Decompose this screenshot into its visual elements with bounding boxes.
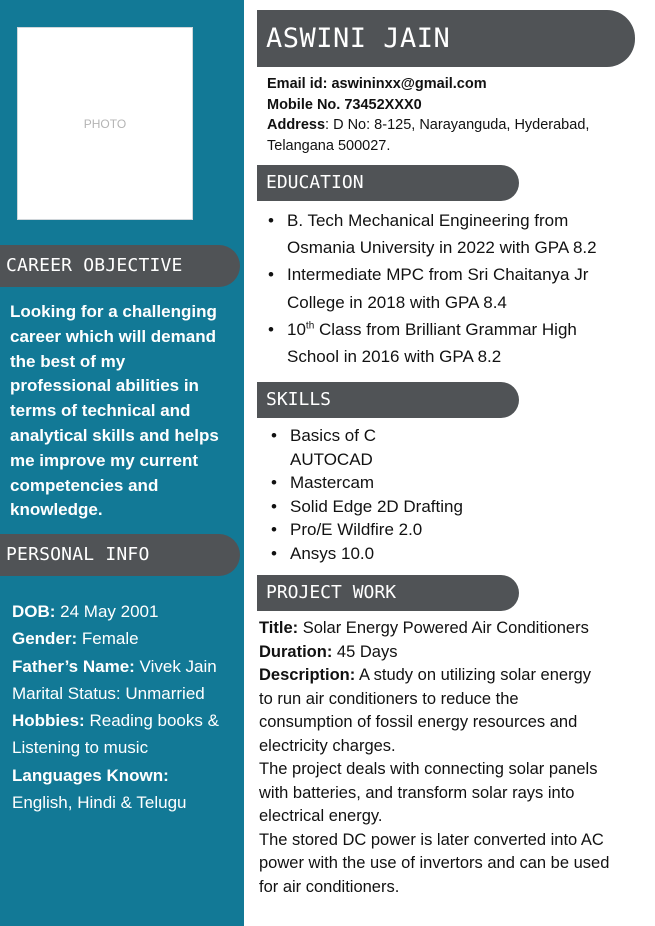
education-item — [267, 207, 639, 261]
address-value: : D No: 8-125, Narayanguda, Hyderabad, — [325, 117, 590, 133]
languages-row — [12, 762, 242, 789]
marital-status: Marital Status: Unmarried — [12, 683, 205, 703]
father-label: Father’s Name: — [12, 656, 135, 676]
father-value: Vivek Jain — [134, 656, 217, 676]
education-item — [267, 261, 639, 315]
project-description-line: with batteries, and transform solar rays into — [259, 783, 575, 802]
education-line: College in 2018 with GPA 8.4 — [287, 292, 507, 312]
project-duration-label: Duration: — [259, 642, 333, 661]
education-item — [267, 316, 639, 370]
career-objective-heading: CAREER OBJECTIVE — [0, 245, 240, 287]
dob-row — [12, 598, 242, 625]
career-objective-text — [10, 300, 232, 523]
education-line — [287, 316, 639, 343]
photo-placeholder — [17, 27, 193, 220]
objective-line: career which will demand — [10, 326, 216, 346]
education-class-suffix: th — [305, 320, 315, 332]
mobile-line: Mobile No. 73452XXX0 — [267, 96, 422, 113]
contact-block — [267, 74, 637, 156]
address-label: Address — [267, 117, 326, 133]
project-heading: PROJECT WORK — [257, 575, 519, 611]
project-description-line: electricity charges. — [259, 736, 396, 755]
project-description-line: A study on utilizing solar energy — [355, 666, 591, 684]
personal-info-heading: PERSONAL INFO — [0, 534, 240, 576]
education-heading: EDUCATION — [257, 165, 519, 201]
education-line: • Intermediate MPC from Sri Chaitanya Jr — [287, 265, 589, 285]
project-description-line: The stored DC power is later converted into AC — [259, 830, 604, 849]
address-row — [267, 115, 637, 136]
skills-list — [270, 424, 630, 566]
languages-label: Languages Known: — [12, 765, 169, 785]
education-class-number: 10 — [287, 319, 306, 339]
project-description-line: for air conditioners. — [259, 877, 400, 896]
skill-item: AUTOCAD — [290, 449, 373, 469]
objective-line: analytical skills and helps — [10, 425, 219, 445]
objective-line: competencies and — [10, 475, 159, 495]
project-duration-value: 45 Days — [332, 642, 398, 661]
project-description-line: electrical energy. — [259, 807, 383, 825]
personal-info — [12, 598, 242, 816]
address-value-cont: Telangana 500027. — [267, 137, 391, 154]
objective-line: knowledge. — [10, 500, 103, 520]
name-banner: ASWINI JAIN — [257, 10, 635, 67]
project-description-line: The project deals with connecting solar panels — [259, 760, 598, 778]
skill-item: • Ansys 10.0 — [270, 542, 630, 566]
skill-item: • Mastercam — [270, 471, 630, 495]
email-line: Email id: aswininxx@gmail.com — [267, 76, 487, 92]
project-title-label: Title: — [259, 619, 299, 637]
gender-row — [12, 625, 242, 652]
gender-label: Gender: — [12, 629, 78, 649]
project-description-line: power with the use of invertors and can be used — [259, 854, 610, 872]
project-title-value: Solar Energy Powered Air Conditioners — [298, 619, 589, 637]
hobbies-row — [12, 707, 242, 734]
project-description-line: to run air conditioners to reduce the — [259, 689, 519, 708]
skill-item: • Pro/E Wildfire 2.0 — [270, 518, 630, 542]
objective-line: terms of technical and — [10, 401, 191, 421]
education-class-text: Class from Brilliant Grammar High — [314, 319, 577, 339]
gender-value: Female — [77, 629, 139, 649]
skill-item: • Basics of C — [270, 424, 630, 448]
hobbies-label: Hobbies: — [12, 711, 85, 731]
education-list — [267, 207, 639, 370]
sidebar — [0, 0, 244, 926]
hobbies-value-cont: Listening to music — [12, 738, 149, 758]
education-line: School in 2016 with GPA 8.2 — [287, 347, 502, 367]
project-description-row — [259, 664, 651, 688]
objective-line: professional abilities in — [10, 376, 199, 396]
languages-value: English, Hindi & Telugu — [12, 793, 187, 813]
project-title-row — [259, 617, 651, 641]
photo-label: PHOTO — [83, 116, 127, 131]
project-duration-row — [259, 641, 651, 665]
education-line: • B. Tech Mechanical Engineering from — [287, 211, 569, 230]
skills-heading: SKILLS — [257, 382, 519, 418]
dob-label: DOB: — [12, 602, 56, 621]
objective-line: Looking for a challenging — [10, 302, 217, 321]
skill-item: • Solid Edge 2D Drafting — [270, 495, 630, 519]
objective-line: the best of my — [10, 351, 126, 371]
objective-line: me improve my current — [10, 450, 199, 470]
project-description-label: Description: — [259, 666, 356, 684]
hobbies-value: Reading books & — [84, 711, 219, 731]
project-description-line: consumption of fossil energy resources and — [259, 713, 578, 731]
father-row — [12, 653, 242, 680]
project-block — [259, 617, 651, 899]
education-line: Osmania University in 2022 with GPA 8.2 — [287, 238, 597, 258]
dob-value: 24 May 2001 — [55, 602, 159, 621]
